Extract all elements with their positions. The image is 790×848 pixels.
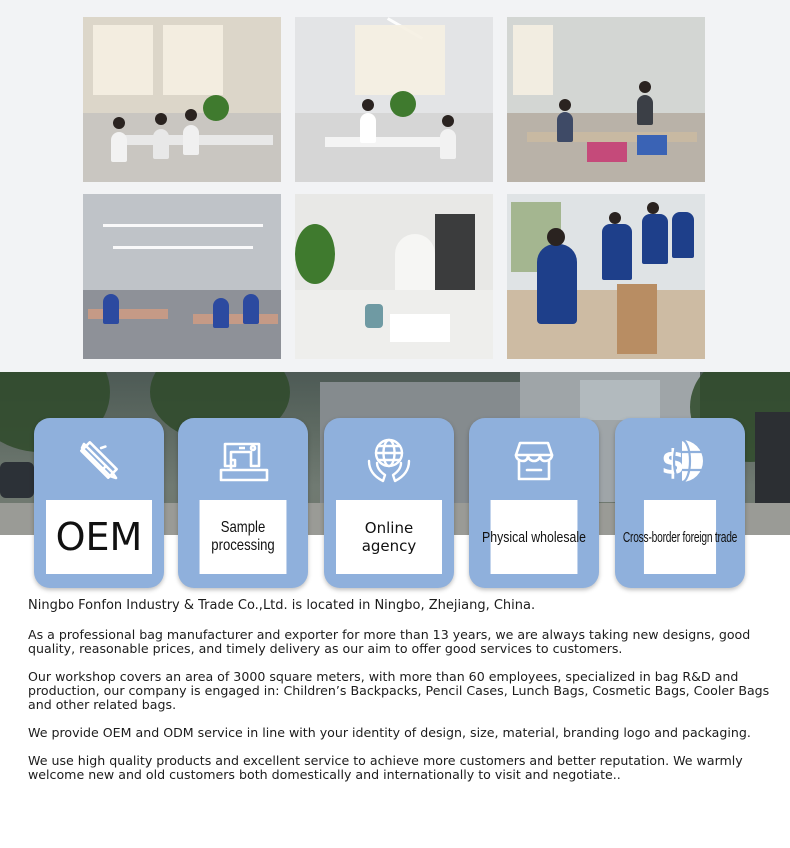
service-card-physical-wholesale[interactable] xyxy=(469,418,599,588)
storefront-icon xyxy=(469,430,599,492)
service-label: Physical wholesale xyxy=(491,500,578,574)
dollar-globe-icon xyxy=(615,430,745,492)
service-card-online-agency[interactable] xyxy=(324,418,454,588)
production-line-photo xyxy=(83,194,281,359)
workshop-photo-2 xyxy=(507,194,705,359)
company-description xyxy=(28,599,780,796)
paragraph-oem-odm: We provide OEM and ODM service in line with your identity of design, size, material, branding logo and packaging. xyxy=(28,725,751,740)
pencil-ruler-icon xyxy=(34,430,164,492)
photo-gallery xyxy=(0,0,790,372)
office-photo-2 xyxy=(295,17,493,182)
svg-text:$: $ xyxy=(661,443,685,483)
company-intro: Ningbo Fonfon Industry & Trade Co.,Ltd. is located in Ningbo, Zhejiang, China. xyxy=(28,598,536,613)
service-card-sample-processing[interactable] xyxy=(178,418,308,588)
paragraph-experience: As a professional bag manufacturer and exporter for more than 13 years, we are always taking new designs, good quality, reasonable prices, and timely delivery as our aim to offer good services to customers. xyxy=(28,627,751,656)
car xyxy=(0,462,34,498)
service-label: Cross-border foreign trade xyxy=(644,500,716,574)
showroom-photo xyxy=(295,194,493,359)
workshop-photo-1 xyxy=(507,17,705,182)
globe-hands-icon xyxy=(324,430,454,492)
sewing-machine-icon xyxy=(178,430,308,492)
office-photo-1 xyxy=(83,17,281,182)
service-label: OEM xyxy=(46,500,152,574)
service-label: Sample processing xyxy=(200,500,287,574)
service-card-oem[interactable] xyxy=(34,418,164,588)
paragraph-quality: We use high quality products and excellent service to achieve more customers and better reputation. We warmly welcome new and old customers both domestically and internationally to visit and negotiate.. xyxy=(28,753,743,782)
paragraph-workshop: Our workshop covers an area of 3000 square meters, with more than 60 employees, specialized in bag R&D and production, our company is engaged in: Children’s Backpacks, Pencil Cases, Lunch Bags, Cosmetic Bags, Cooler Bags and other related bags. xyxy=(28,669,770,712)
service-label: Online agency xyxy=(336,500,442,574)
service-card-cross-border-trade[interactable] xyxy=(615,418,745,588)
